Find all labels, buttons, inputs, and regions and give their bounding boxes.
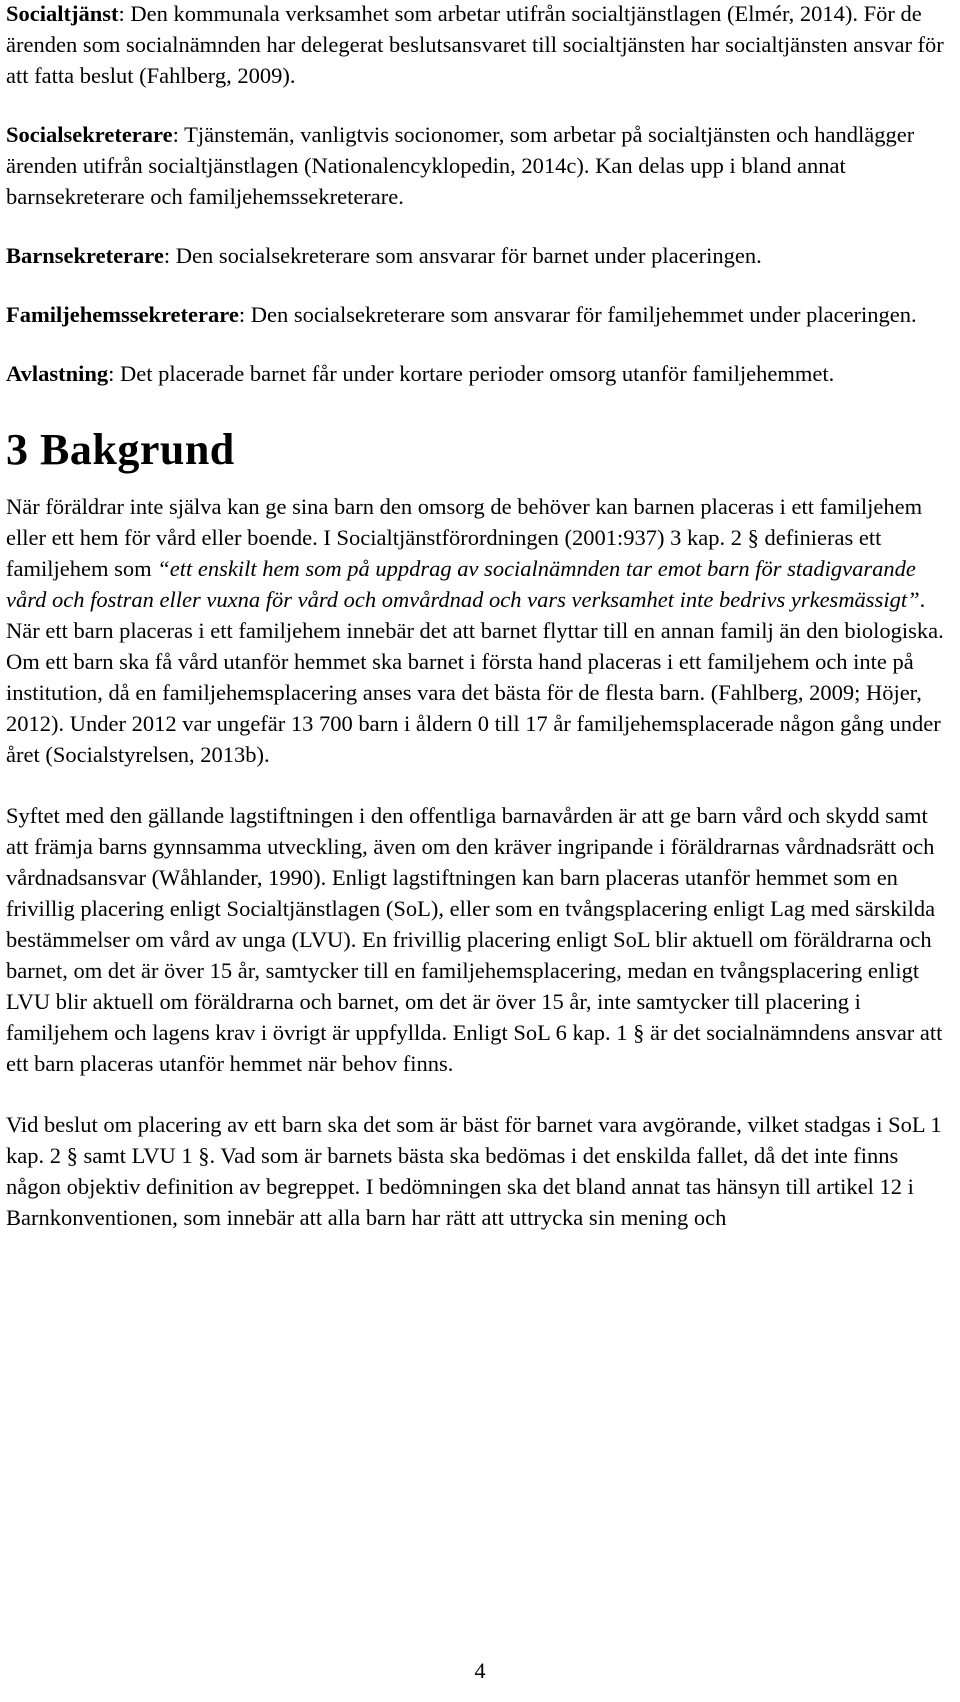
definition-text: : Den kommunala verksamhet som arbetar utifrån socialtjänstlagen (Elmér, 2014). För de ärenden som socialnämnden har delegerat beslutsansvaret till socialtjänsten har socialtjänsten ansvar för att fatta beslut (Fahlberg, 2009).	[6, 1, 944, 88]
familjehem-definition-quote: “ett enskilt hem som på uppdrag av socialnämnden tar emot barn för stadigvarande vård och fostran eller vuxna för vård och omvårdnad och vars verksamhet inte bedrivs yrkesmässigt”	[6, 556, 920, 612]
definition-term: Socialsekreterare	[6, 122, 173, 147]
paragraph-text: . När ett barn placeras i ett familjehem innebär det att barnet flyttar till en annan familj än den biologiska. Om ett barn ska få vård utanför hemmet ska barnet i första hand placeras i ett familjehem och inte på institution, då en familjehemsplacering anses vara det bästa för de flesta barn. (Fahlberg, 2009; Höjer, 2012). Under 2012 var ungefär 13 700 barn i åldern 0 till 17 år familjehemsplacerade någon gång under året (Socialstyrelsen, 2013b).	[6, 587, 944, 767]
definition-avlastning	[6, 358, 954, 389]
body-paragraph-3: Vid beslut om placering av ett barn ska det som är bäst för barnet vara avgörande, vilket stadgas i SoL 1 kap. 2 § samt LVU 1 §. Vad som är barnets bästa ska bedömas i det enskilda fallet, då det inte finns någon objektiv definition av begreppet. I bedömningen ska det bland annat tas hänsyn till artikel 12 i Barnkonventionen, som innebär att alla barn har rätt att uttrycka sin mening och	[6, 1112, 942, 1230]
body-paragraph-1	[6, 491, 954, 770]
document-page	[6, 0, 954, 1263]
definition-term: Barnsekreterare	[6, 243, 164, 268]
definition-familjehemssekreterare	[6, 299, 954, 330]
definition-socialsekreterare	[6, 119, 954, 212]
definition-text: : Det placerade barnet får under kortare perioder omsorg utanför familjehemmet.	[108, 361, 835, 386]
definition-term: Socialtjänst	[6, 1, 119, 26]
definition-socialtjanst	[6, 0, 954, 91]
definition-barnsekreterare	[6, 240, 954, 271]
body-paragraph-2: Syftet med den gällande lagstiftningen i den offentliga barnavården är att ge barn vård och skydd samt att främja barns gynnsamma utveckling, även om den kräver ingripande i föräldrarnas vårdnadsrätt och vårdnadsansvar (Wåhlander, 1990). Enligt lagstiftningen kan barn placeras utanför hemmet som en frivillig placering enligt Socialtjänstlagen (SoL), eller som en tvångsplacering enligt Lag med särskilda bestämmelser om vård av unga (LVU). En frivillig placering enligt SoL blir aktuell om föräldrarna och barnet, om det är över 15 år, samtycker till en familjehemsplacering, medan en tvångsplacering enligt LVU blir aktuell om föräldrarna och barnet, om det är över 15 år, inte samtycker till placering i familjehem och lagens krav i övrigt är uppfyllda. Enligt SoL 6 kap. 1 § är det socialnämndens ansvar att ett barn placeras utanför hemmet när behov finns.	[6, 803, 943, 1076]
definition-text: : Den socialsekreterare som ansvarar för familjehemmet under placeringen.	[238, 302, 917, 327]
definition-text: : Tjänstemän, vanligtvis socionomer, som arbetar på socialtjänsten och handlägger ärenden utifrån socialtjänstlagen (Nationalencyklopedin, 2014c). Kan delas upp i bland annat barnsekreterare och familjehemssekreterare.	[6, 122, 915, 209]
definition-text: : Den socialsekreterare som ansvarar för barnet under placeringen.	[163, 243, 762, 268]
definition-term: Avlastning	[6, 361, 109, 386]
section-heading: 3 Bakgrund	[6, 425, 235, 474]
paragraph-text: När föräldrar inte själva kan ge sina barn den omsorg de behöver kan barnen placeras i ett familjehem eller ett hem för vård eller boende. I Socialtjänstförordningen (2001:937) 3 kap. 2 § definieras ett familjehem som	[6, 494, 923, 581]
definition-term: Familjehemssekreterare	[6, 302, 239, 327]
page-number: 4	[474, 1658, 486, 1683]
